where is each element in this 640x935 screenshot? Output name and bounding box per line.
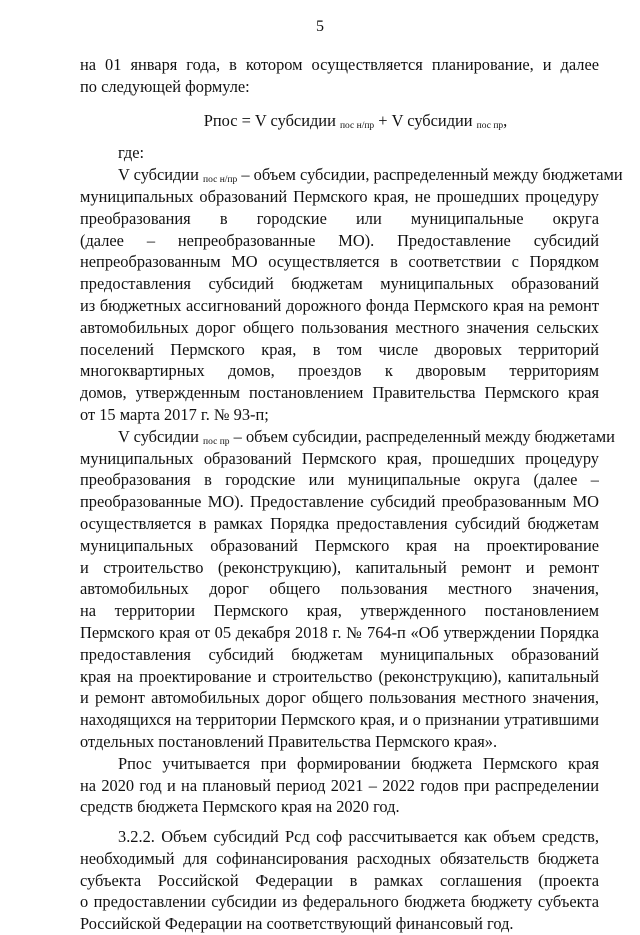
definition-2-line: автомобильных дорог общего пользования местного значения, bbox=[80, 579, 599, 599]
definition-2-line: отдельных постановлений Правительства Пермского края». bbox=[80, 731, 498, 751]
formula-subscript: пос пр bbox=[476, 120, 504, 131]
definition-1-line: от 15 марта 2017 г. № 93-п; bbox=[80, 404, 269, 424]
definition-1-line: (далее – непреобразованные МО). Предоставление субсидий bbox=[80, 230, 599, 250]
def1-text: – объем субсидии, распределенный между бюджетами bbox=[237, 165, 623, 185]
definition-1-line: автомобильных дорог общего пользования местного значения сельских bbox=[80, 317, 599, 337]
intro-line: на 01 января года, в котором осуществляется планирование, и далее bbox=[80, 55, 599, 74]
def2-term: V субсидии bbox=[118, 426, 204, 446]
definition-2-line: края на проектирование и строительство (реконструкцию), капитальный bbox=[80, 666, 599, 686]
paragraph-322-line: Российской Федерации на соответствующий финансовый год. bbox=[80, 914, 514, 934]
definition-2-line: муниципальных образований Пермского края на проектирование bbox=[80, 535, 599, 555]
formula-lhs: Рпос = V субсидии bbox=[203, 110, 340, 130]
definition-2-line: находящихся на территории Пермского края, и о признании утратившими bbox=[80, 710, 599, 730]
definition-2-line: и строительство (реконструкцию), капитальный ремонт и ремонт bbox=[80, 557, 599, 577]
paragraph-rpos-line: Рпос учитывается при формировании бюджета Пермского края bbox=[118, 753, 599, 773]
formula bbox=[80, 110, 599, 132]
paragraph-322-line: о предоставлении субсидии из федерального бюджета бюджету субъекта bbox=[80, 892, 599, 912]
definition-1-line: поселений Пермского края, в том числе дворовых территорий bbox=[80, 339, 599, 359]
paragraph-322-line: 3.2.2. Объем субсидий Рсд соф рассчитывается как объем средств, bbox=[118, 827, 599, 847]
definition-1-line: из бюджетных ассигнований дорожного фонда Пермского края на ремонт bbox=[80, 295, 599, 315]
definition-2-line: муниципальных образований Пермского края, прошедших процедуру bbox=[80, 448, 599, 468]
definition-1-line: домов, утвержденным постановлением Правительства Пермского края bbox=[80, 383, 599, 403]
definition-1-line: преобразования в городские или муниципальные округа bbox=[80, 208, 599, 228]
definition-2-line: преобразованные МО). Предоставление субсидий преобразованным МО bbox=[80, 492, 599, 512]
formula-end: , bbox=[503, 110, 508, 130]
intro-line: по следующей формуле: bbox=[80, 76, 250, 96]
def1-term: V субсидии bbox=[118, 165, 204, 185]
definition-2-head bbox=[80, 426, 615, 448]
definition-1-line: предоставления субсидий бюджетам муниципальных образований bbox=[80, 274, 599, 294]
definition-1-line: муниципальных образований Пермского края, не прошедших процедуру bbox=[80, 186, 599, 206]
definition-2-line: Пермского края от 05 декабря 2018 г. № 764-п «Об утверждении Порядка bbox=[80, 622, 599, 642]
definition-1-line: многоквартирных домов, проездов к дворовым территориям bbox=[80, 361, 599, 381]
definition-2-line: предоставления субсидий бюджетам муниципальных образований bbox=[80, 644, 599, 664]
paragraph-rpos-line: на 2020 год и на плановый период 2021 – 2022 годов при распределении bbox=[80, 775, 599, 795]
page-number: 5 bbox=[316, 18, 324, 35]
definition-2-line: осуществляется в рамках Порядка предоставления субсидий бюджетам bbox=[80, 513, 599, 533]
def2-text: – объем субсидии, распределенный между бюджетами bbox=[229, 426, 615, 446]
def1-subscript: пос н/пр bbox=[203, 175, 238, 186]
formula-mid: + V субсидии bbox=[374, 110, 477, 130]
document-body bbox=[80, 54, 623, 935]
paragraph-rpos-line: средств бюджета Пермского края на 2020 год. bbox=[80, 797, 400, 817]
definition-2-line: на территории Пермского края, утвержденного постановлением bbox=[80, 601, 599, 621]
definition-1-line: непреобразованным МО осуществляется в соответствии с Порядком bbox=[80, 252, 599, 272]
paragraph-322-line: необходимый для софинансирования расходных обязательств бюджета bbox=[80, 848, 599, 868]
where-label: где: bbox=[118, 143, 145, 163]
definition-2-line: и ремонт автомобильных дорог общего пользования местного значения, bbox=[80, 688, 599, 708]
formula-subscript: пос н/пр bbox=[339, 120, 375, 131]
paragraph-322-line: субъекта Российской Федерации в рамках соглашения (проекта bbox=[80, 870, 599, 890]
def2-subscript: пос пр bbox=[203, 436, 230, 447]
definition-2-line: преобразования в городские или муниципальные округа (далее – bbox=[80, 470, 599, 490]
definition-1-head bbox=[80, 164, 623, 186]
